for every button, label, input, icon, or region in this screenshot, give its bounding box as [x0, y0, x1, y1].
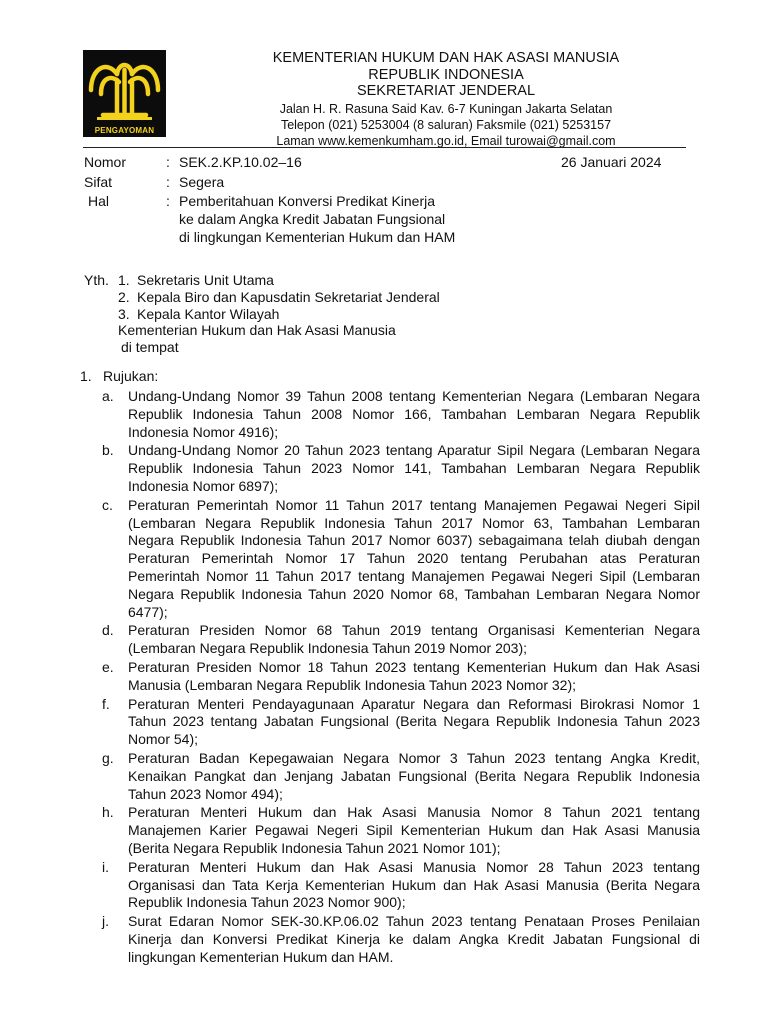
- reference-item: [80, 750, 700, 803]
- reference-item: [80, 388, 700, 441]
- nomor-label: Nomor: [84, 154, 127, 170]
- reference-text: Peraturan Menteri Hukum dan Hak Asasi Manusia Nomor 28 Tahun 2023 tentang Organisasi dan Tata Kerja Kementerian Hukum dan Hak Asasi Manusia (Berita Negara Republik Indonesia Tahun 2023 Nomor 900);: [128, 858, 700, 911]
- addressee-place: di tempat: [121, 339, 179, 355]
- nomor-colon: :: [166, 154, 170, 170]
- addressee-num: 1.: [118, 272, 130, 288]
- office-address: Jalan H. R. Rasuna Said Kav. 6-7 Kuningan Jakarta Selatan: [279, 101, 613, 116]
- letter-date: 26 Januari 2024: [561, 154, 662, 170]
- reference-item: [80, 659, 700, 695]
- reference-text: Surat Edaran Nomor SEK-30.KP.06.02 Tahun 2023 tentang Penataan Proses Penilaian Kinerja dan Konversi Predikat Kinerja ke dalam Angka Kredit Jabatan Fungsional di lingkungan Kementerian Hukum dan HAM.: [128, 913, 700, 965]
- references-list: [80, 388, 700, 967]
- nomor-value: SEK.2.KP.10.02–16: [179, 154, 302, 170]
- logo-caption: PENGAYOMAN: [94, 126, 155, 135]
- reference-text: Peraturan Pemerintah Nomor 11 Tahun 2017 tentang Manajemen Pegawai Negeri Sipil (Lembaran Negara Republik Indonesia Tahun 2017 Nomor 63, Tambahan Lembaran Negara Republik Indonesia Tahun 2017 Nomor 6037) sebagaimana telah diubah dengan Peraturan Pemerintah Nomor 17 Tahun 2020 tentang Perubahan atas Peraturan Pemerintah Nomor 11 Tahun 2017 tentang Manajemen Pegawai Negeri Sipil (Lembaran Negara Republik Indonesia Tahun 2020 Nomor 68, Tambahan Lembaran Negara Nomor 6477);: [128, 496, 700, 620]
- addressee-item: Kepala Biro dan Kapusdatin Sekretariat Jenderal: [137, 289, 440, 305]
- reference-item: [80, 859, 700, 912]
- reference-item: [80, 442, 700, 495]
- hal-colon: :: [166, 193, 170, 209]
- reference-text: Peraturan Presiden Nomor 18 Tahun 2023 tentang Kementerian Hukum dan Hak Asasi Manusia (Lembaran Negara Republik Indonesia Tahun 2023 Nomor 32);: [128, 658, 700, 693]
- hal-line: ke dalam Angka Kredit Jabatan Fungsional: [179, 211, 446, 227]
- reference-item: [80, 622, 700, 658]
- section-label: Rujukan:: [103, 368, 159, 384]
- hal-line: di lingkungan Kementerian Hukum dan HAM: [179, 229, 456, 245]
- reference-letter: b.: [102, 442, 114, 459]
- country-name: REPUBLIK INDONESIA: [368, 66, 524, 83]
- references-heading: [80, 368, 700, 387]
- reference-text: Peraturan Menteri Pendayagunaan Aparatur Negara dan Reformasi Birokrasi Nomor 1 Tahun 2023 tentang Jabatan Fungsional (Berita Negara Republik Indonesia Tahun 2023 Nomor 54);: [128, 695, 700, 748]
- reference-letter: g.: [102, 749, 114, 766]
- reference-text: Peraturan Badan Kepegawaian Negara Nomor 3 Tahun 2023 tentang Angka Kredit, Kenaikan Pangkat dan Jenjang Jabatan Fungsional (Berita Negara Republik Indonesia Tahun 2023 Nomor 494);: [128, 749, 700, 802]
- section-number: 1.: [80, 368, 92, 384]
- ministry-name: KEMENTERIAN HUKUM DAN HAK ASASI MANUSIA: [272, 50, 620, 66]
- reference-text: Undang-Undang Nomor 20 Tahun 2023 tentang Aparatur Sipil Negara (Lembaran Negara Republik Indonesia Tahun 2023 Nomor 141, Tambahan Lembaran Negara Republik Indonesia Nomor 6897);: [128, 442, 700, 494]
- reference-item: [80, 804, 700, 857]
- yth-label: Yth.: [84, 272, 109, 288]
- reference-item: [80, 913, 700, 966]
- addressee-num: 3.: [118, 306, 130, 322]
- reference-letter: c.: [102, 496, 113, 513]
- reference-letter: d.: [102, 622, 114, 639]
- pengayoman-logo: [83, 50, 166, 137]
- letterhead-divider: [83, 147, 686, 148]
- hal-label: Hal: [88, 193, 110, 209]
- reference-text: Peraturan Menteri Hukum dan Hak Asasi Manusia Nomor 8 Tahun 2021 tentang Manajemen Karier Pegawai Negeri Sipil Kementerian Hukum dan Hak Asasi Manusia (Berita Negara Republik Indonesia Tahun 2021 Nomor 101);: [128, 804, 700, 856]
- sifat-label: Sifat: [84, 174, 113, 190]
- references-section: [80, 368, 700, 967]
- addressee-item: Sekretaris Unit Utama: [137, 272, 274, 288]
- reference-item: [80, 497, 700, 622]
- addressee-num: 2.: [118, 289, 130, 305]
- reference-text: Undang-Undang Nomor 39 Tahun 2008 tentang Kementerian Negara (Lembaran Negara Republik Indonesia Tahun 2008 Nomor 166, Tambahan Lembaran Negara Republik Indonesia Nomor 4916);: [128, 388, 700, 440]
- sifat-colon: :: [166, 174, 170, 190]
- sifat-value: Segera: [179, 174, 225, 190]
- reference-letter: a.: [102, 388, 114, 404]
- reference-letter: j.: [102, 913, 109, 930]
- office-name: SEKRETARIAT JENDERAL: [356, 83, 536, 99]
- addressee-item: Kepala Kantor Wilayah: [137, 306, 280, 322]
- pengayoman-tree-icon: [83, 50, 166, 122]
- office-phone: Telepon (021) 5253004 (8 saluran) Faksmile (021) 5253157: [280, 117, 612, 132]
- reference-letter: f.: [102, 695, 110, 712]
- reference-item: [80, 696, 700, 749]
- reference-letter: e.: [102, 658, 114, 675]
- reference-letter: h.: [102, 804, 114, 821]
- addressee-org: Kementerian Hukum dan Hak Asasi Manusia: [118, 322, 396, 338]
- office-web-email: Laman www.kemenkumham.go.id, Email turowai@gmail.com: [276, 133, 616, 148]
- reference-letter: i.: [102, 858, 109, 875]
- hal-line: Pemberitahuan Konversi Predikat Kinerja: [179, 193, 436, 209]
- letterhead: [196, 50, 696, 149]
- reference-text: Peraturan Presiden Nomor 68 Tahun 2019 tentang Organisasi Kementerian Negara (Lembaran Negara Republik Indonesia Tahun 2019 Nomor 203);: [128, 622, 700, 657]
